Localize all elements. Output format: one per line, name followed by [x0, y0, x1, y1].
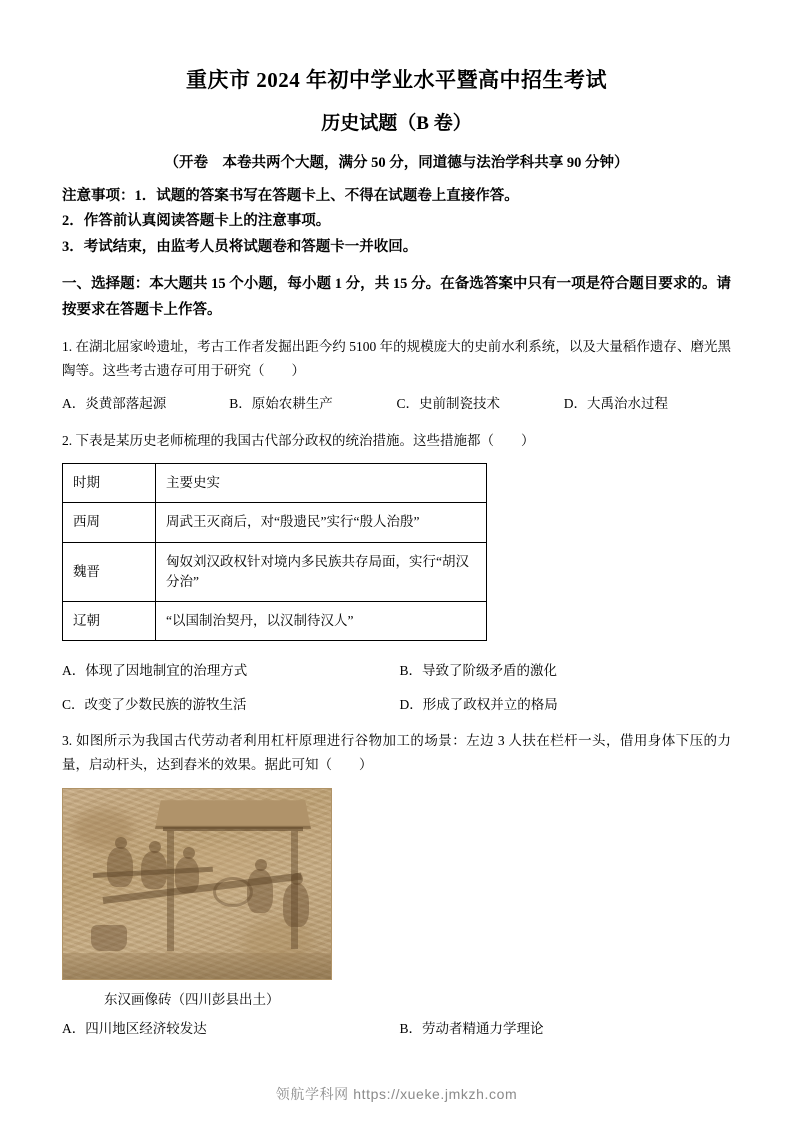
relief-roof	[155, 800, 311, 829]
table-header-fact: 主要史实	[156, 464, 487, 503]
question-1-option-b[interactable]: B．原始农耕生产	[229, 396, 333, 412]
question-2-number: 2.	[62, 432, 73, 448]
table-row	[63, 542, 487, 602]
table-cell-period-2: 魏晋	[63, 542, 156, 602]
question-2	[62, 429, 731, 453]
question-3-stem	[62, 729, 731, 778]
question-3-number: 3.	[62, 732, 73, 748]
question-3-option-b[interactable]: B．劳动者精通力学理论	[399, 1020, 544, 1036]
relief-worker-body-2	[141, 851, 167, 889]
watermark: 领航学科网 https://xueke.jmkzh.com	[275, 1086, 518, 1102]
relief-worker-body-4	[247, 869, 273, 913]
question-1-option-a[interactable]: A．炎黄部落起源	[62, 396, 167, 412]
relief-worker-body-5	[283, 883, 309, 927]
question-3-options	[62, 1017, 731, 1041]
question-1	[62, 335, 731, 384]
table-header-row	[63, 464, 487, 503]
question-2-option-c[interactable]: C．改变了少数民族的游牧生活	[62, 696, 247, 712]
notice-block	[62, 184, 731, 260]
notice-line-2: 2．作答前认真阅读答题卡上的注意事项。	[62, 213, 331, 230]
table-row	[63, 503, 487, 542]
table-header-period: 时期	[63, 464, 156, 503]
table-cell-period-3: 辽朝	[63, 602, 156, 641]
question-1-stem	[62, 335, 731, 384]
question-1-text: 在湖北屈家岭遗址，考古工作者发掘出距今约 5100 年的规模庞大的史前水利系统，以及大量稻作遗存、磨光黑陶等。这些考古遗存可用于研究（ ）	[62, 338, 731, 379]
han-dynasty-relief-brick-image	[62, 788, 332, 980]
question-2-option-a[interactable]: A．体现了因地制宜的治理方式	[62, 663, 248, 679]
question-2-text: 下表是某历史老师梳理的我国古代部分政权的统治措施。这些措施都（ ）	[75, 432, 535, 448]
notice-line-1: 注意事项：1．试题的答案书写在答题卡上、不得在试题卷上直接作答。	[62, 188, 519, 204]
question-2-table	[62, 463, 487, 641]
page-title: 重庆市 2024 年初中学业水平暨高中招生考试	[186, 68, 607, 92]
question-3-figure-caption: 东汉画像砖（四川彭县出土）	[104, 991, 280, 1007]
table-cell-fact-1: 周武王灭商后，对“殷遗民”实行“殷人治殷”	[156, 503, 487, 542]
question-1-options	[62, 392, 731, 416]
question-3	[62, 729, 731, 778]
question-3-figure	[62, 788, 731, 1008]
question-3-text: 如图所示为我国古代劳动者利用杠杆原理进行谷物加工的场景：左边 3 人扶在栏杆一头，借用身体下压的力量，启动杆头，达到舂米的效果。据此可知（ ）	[62, 732, 731, 773]
table-cell-fact-3: “以国制治契丹，以汉制待汉人”	[156, 602, 487, 641]
question-2-option-b[interactable]: B．导致了阶级矛盾的激化	[399, 663, 558, 679]
relief-worker-body-1	[107, 847, 133, 887]
question-2-options	[62, 659, 731, 717]
question-1-option-c[interactable]: C．史前制瓷技术	[396, 396, 501, 412]
table-cell-period-1: 西周	[63, 503, 156, 542]
table-row	[63, 602, 487, 641]
question-3-option-a[interactable]: A．四川地区经济较发达	[62, 1020, 207, 1036]
question-2-stem	[62, 429, 731, 453]
table-cell-fact-2: 匈奴刘汉政权针对境内多民族共存局面，实行“胡汉分治”	[156, 542, 487, 602]
relief-mortar	[91, 925, 127, 951]
question-1-number: 1.	[62, 338, 73, 354]
page-subject-title: 历史试题（B 卷）	[321, 113, 472, 134]
relief-ground	[63, 953, 331, 979]
relief-worker-body-3	[175, 857, 199, 893]
question-2-option-d[interactable]: D．形成了政权并立的格局	[399, 696, 558, 712]
exam-subtitle: （开卷 本卷共两个大题，满分 50 分，同道德与法治学科共享 90 分钟）	[164, 155, 629, 171]
notice-line-3: 3．考试结束，由监考人员将试题卷和答题卡一并收回。	[62, 238, 418, 255]
relief-roof-edge	[163, 827, 303, 831]
question-1-option-d[interactable]: D．大禹治水过程	[563, 396, 668, 412]
section-heading-multiple-choice: 一、选择题：本大题共 15 个小题，每小题 1 分，共 15 分。在备选答案中只有一项是符合题目要求的。请按要求在答题卡上作答。	[62, 276, 731, 318]
